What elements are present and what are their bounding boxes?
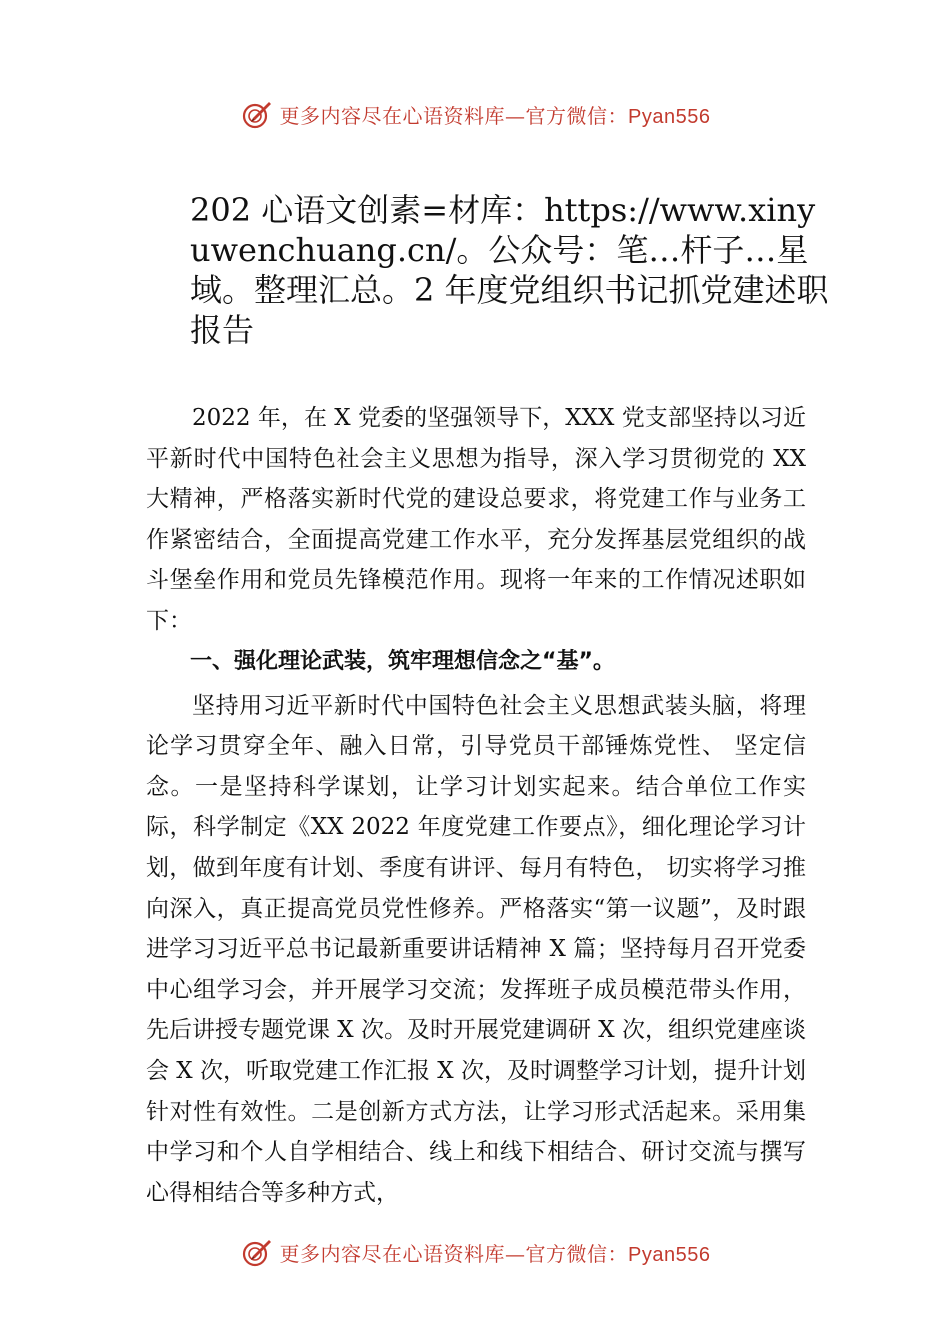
- footer-watermark-banner: [0, 1232, 950, 1272]
- banner-label: 更多内容尽在心语资料库—官方微信：: [279, 103, 629, 128]
- document-body: [146, 398, 806, 1213]
- wechat-id: Pyan556: [628, 1243, 711, 1266]
- pen-logo-icon: [240, 1235, 274, 1269]
- section-paragraph: 坚持用习近平新时代中国特色社会主义思想武装头脑，将理论学习贯穿全年、融入日常，引导党员干部锤炼党性、 坚定信念。一是坚持科学谋划，让学习计划实起来。结合单位工作实际，科学制定《XX 2022 年度党建工作要点》，细化理论学习计划，做到年度有计划、季度有讲评、每月有特色， 切实将学习推向深入，真正提高党员党性修养。严格落实“第一议题”，及时跟进学习习近平总书记最新重要讲话精神 X 篇；坚持每月召开党委中心组学习会，并开展学习交流；发挥班子成员模范带头作用，先后讲授专题党课 X 次。及时开展党建调研 X 次，组织党建座谈会 X 次，听取党建工作汇报 X 次，及时调整学习计划，提升计划针对性有效性。二是创新方式方法，让学习形式活起来。采用集中学习和个人自学相结合、线上和线下相结合、研讨交流与撰写心得相结合等多种方式，: [146, 692, 806, 1206]
- banner-text: [280, 1238, 711, 1267]
- document-title: 202 心语文创素=材库：https://www.xinyuwenchuang.cn/。公众号：笔…杆子…星域。整理汇总。2 年度党组织书记抓党建述职报告: [190, 191, 829, 349]
- wechat-id: Pyan556: [628, 105, 711, 128]
- header-watermark-banner: [0, 94, 950, 134]
- banner-text: [280, 100, 711, 129]
- section-heading: 一、强化理论武装，筑牢理想信念之“基”。: [190, 648, 615, 674]
- pen-logo-icon: [240, 97, 274, 131]
- intro-paragraph: 2022 年，在 X 党委的坚强领导下，XXX 党支部坚持以习近平新时代中国特色社会主义思想为指导，深入学习贯彻党的 XX 大精神，严格落实新时代党的建设总要求，将党建工作与业务工作紧密结合，全面提高党建工作水平，充分发挥基层党组织的战斗堡垒作用和党员先锋模范作用。现将一年来的工作情况述职如下：: [146, 405, 806, 634]
- banner-label: 更多内容尽在心语资料库—官方微信：: [279, 1241, 629, 1266]
